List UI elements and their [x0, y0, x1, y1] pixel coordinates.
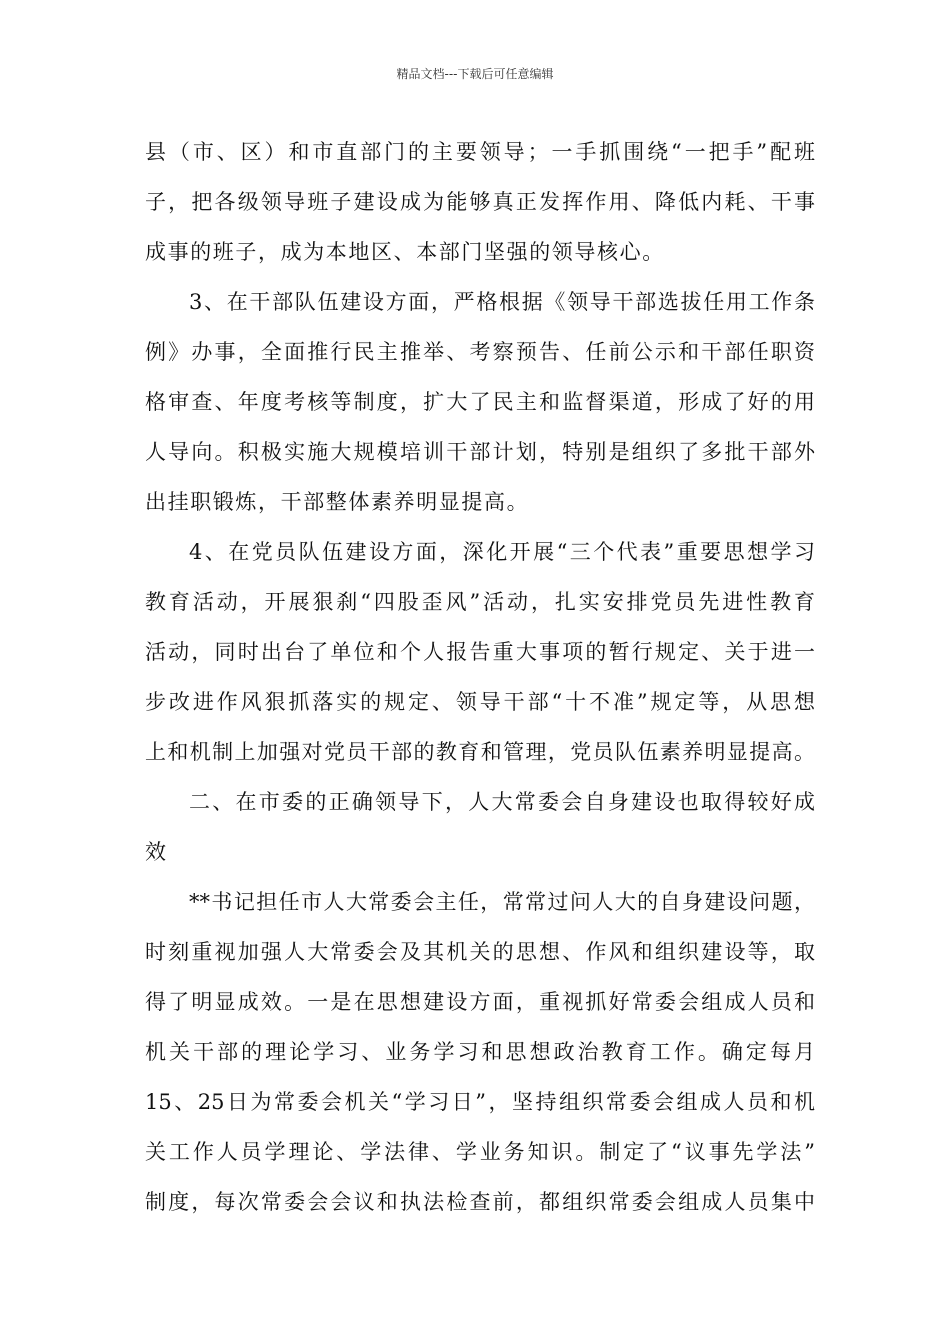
text-line: 成事的班子，成为本地区、本部门坚强的领导核心。: [145, 240, 665, 264]
text-line: 格审查、年度考核等制度，扩大了民主和监督渠道，形成了好的用: [145, 390, 815, 414]
text-line: 二、在市委的正确领导下，人大常委会自身建设也取得较好成: [189, 790, 815, 814]
text-line: 15、25日为常委会机关“学习日”，坚持组织常委会组成人员和机: [145, 1090, 815, 1114]
text-line: 得了明显成效。一是在思想建设方面，重视抓好常委会组成人员和: [145, 990, 815, 1014]
text-line: 4、在党员队伍建设方面，深化开展“三个代表”重要思想学习: [189, 540, 815, 564]
text-line: **书记担任市人大常委会主任，常常过问人大的自身建设问题，: [189, 890, 815, 914]
text-line: 例》办事，全面推行民主推举、考察预告、任前公示和干部任职资: [145, 340, 815, 364]
text-line: 人导向。积极实施大规模培训干部计划，特别是组织了多批干部外: [145, 440, 815, 464]
text-line: 时刻重视加强人大常委会及其机关的思想、作风和组织建设等，取: [145, 940, 815, 964]
text-line: 效: [145, 840, 168, 864]
text-line: 3、在干部队伍建设方面，严格根据《领导干部选拔任用工作条: [189, 290, 815, 314]
text-line: 制度，每次常委会会议和执法检查前，都组织常委会组成人员集中: [145, 1190, 815, 1214]
text-line: 县（市、区）和市直部门的主要领导；一手抓围绕“一把手”配班: [145, 140, 815, 164]
text-line: 子，把各级领导班子建设成为能够真正发挥作用、降低内耗、干事: [145, 190, 815, 214]
text-line: 出挂职锻炼，干部整体素养明显提高。: [145, 490, 530, 514]
page-header: 精品文档---下载后可任意编辑: [396, 67, 554, 81]
text-line: 关工作人员学理论、学法律、学业务知识。制定了“议事先学法”: [145, 1140, 815, 1164]
text-line: 教育活动，开展狠刹“四股歪风”活动，扎实安排党员先进性教育: [145, 590, 815, 614]
text-line: 上和机制上加强对党员干部的教育和管理，党员队伍素养明显提高。: [145, 740, 815, 764]
text-line: 机关干部的理论学习、业务学习和思想政治教育工作。确定每月: [145, 1040, 815, 1064]
text-line: 活动，同时出台了单位和个人报告重大事项的暂行规定、关于进一: [145, 640, 815, 664]
document-body: [145, 132, 815, 1232]
text-line: 步改进作风狠抓落实的规定、领导干部“十不准”规定等，从思想: [145, 690, 815, 714]
